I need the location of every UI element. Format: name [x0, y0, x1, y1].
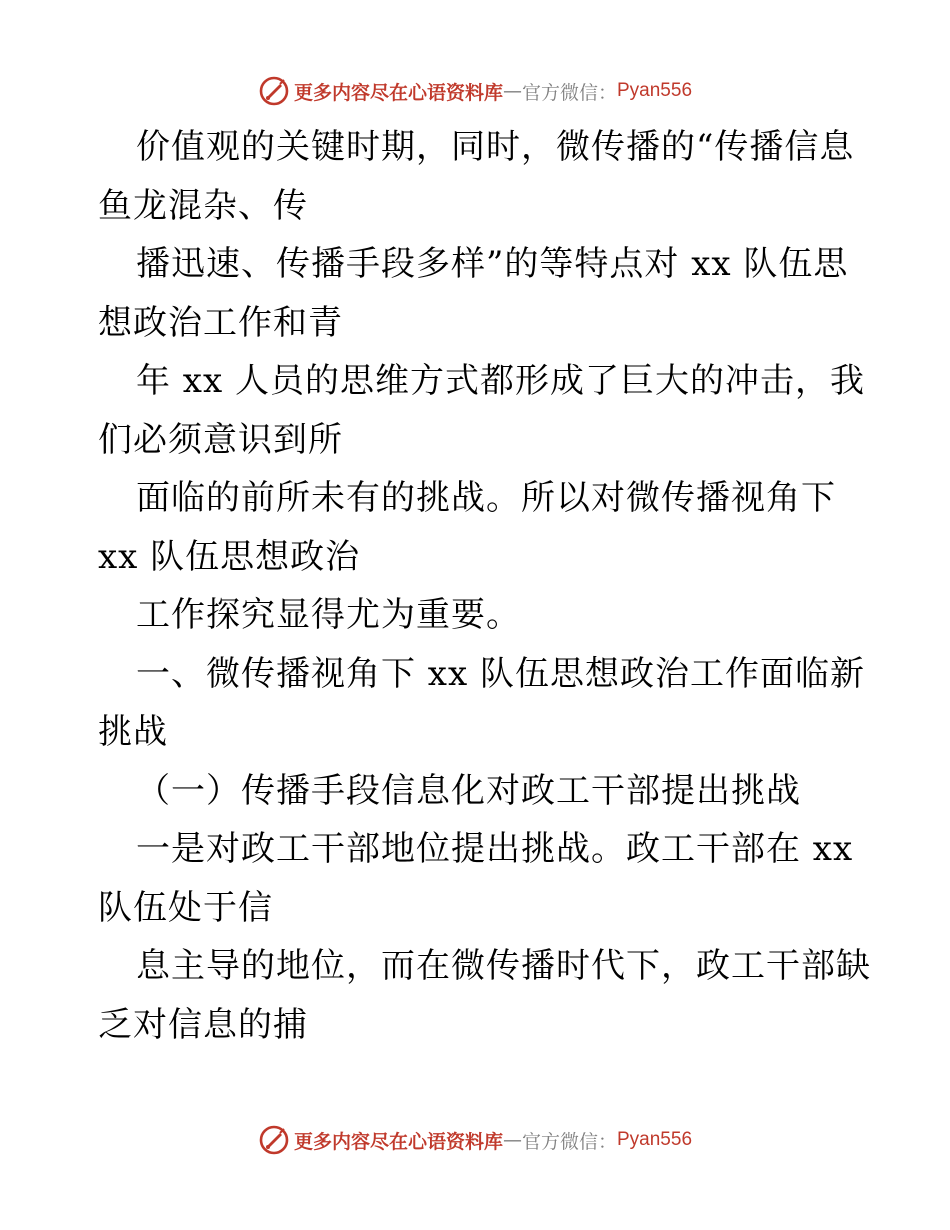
- body-line: xx 队伍思想政治: [98, 536, 361, 577]
- subsection-heading: （一）传播手段信息化对政工干部提出挑战: [136, 770, 801, 811]
- section-heading: 一、微传播视角下 xx 队伍思想政治工作面临新: [136, 653, 865, 694]
- body-line: 们必须意识到所: [98, 419, 343, 460]
- body-line: 乏对信息的捕: [98, 1004, 308, 1045]
- document-body: [98, 118, 871, 1054]
- body-line: 播迅速、传播手段多样”的等特点对 xx 队伍思: [136, 244, 849, 284]
- footer-banner: [0, 1120, 950, 1160]
- banner-dash: —: [502, 1129, 522, 1151]
- body-line: 年 xx 人员的思维方式都形成了巨大的冲击，我: [136, 361, 865, 401]
- banner-brand-text: 更多内容尽在心语资料库: [293, 81, 503, 104]
- banner-account: Pyan556: [617, 1129, 693, 1150]
- body-line: 价值观的关键时期，同时，微传播的“传播信息: [136, 127, 855, 167]
- body-line: 队伍处于信: [98, 887, 273, 928]
- quill-logo-icon: [258, 1124, 290, 1156]
- body-line: 想政治工作和青: [98, 302, 343, 343]
- body-line: 一是对政工干部地位提出挑战。政工干部在 xx: [136, 829, 854, 869]
- banner-account: Pyan556: [617, 80, 693, 101]
- banner-official-label: 官方微信：: [521, 1130, 617, 1153]
- banner-official-label: 官方微信：: [521, 81, 617, 104]
- body-line: 鱼龙混杂、传: [98, 185, 308, 226]
- body-line: 工作探究显得尤为重要。: [136, 595, 521, 635]
- header-banner: [0, 71, 950, 111]
- banner-dash: —: [502, 80, 522, 102]
- body-line: 面临的前所未有的挑战。所以对微传播视角下: [136, 478, 836, 518]
- quill-logo-icon: [258, 75, 290, 107]
- body-line: 息主导的地位，而在微传播时代下，政工干部缺: [136, 946, 871, 986]
- banner-brand-text: 更多内容尽在心语资料库: [293, 1130, 503, 1153]
- section-heading-cont: 挑战: [98, 712, 168, 752]
